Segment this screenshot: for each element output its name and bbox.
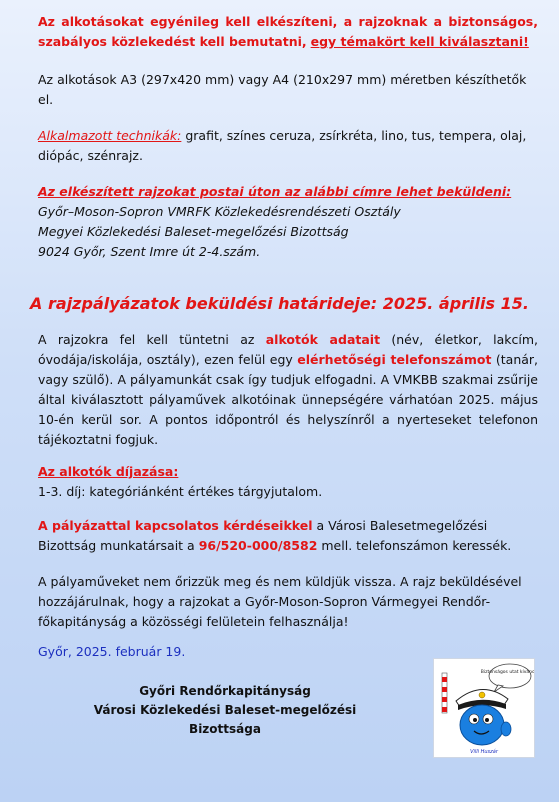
address-line-1: Győr–Moson-Sopron VMRFK Közlekedésrendészeti Osztály (38, 204, 401, 219)
entry-text-1: A rajzokra fel kell tüntetni az (38, 332, 266, 347)
creator-data-highlight: alkotók adatait (265, 332, 381, 347)
rules-paragraph (38, 12, 538, 52)
techniques-label: Alkalmazott technikák: (38, 128, 182, 143)
rules-text: Az alkotásokat egyénileg kell elkészíteni, a rajzoknak a biztonságos, szabályos közlekedést kell bemutatni, (38, 14, 538, 49)
deadline-heading: A rajzpályázatok beküldési határideje: 2025. április 15. (30, 294, 529, 313)
mascot-image (433, 658, 535, 758)
address-heading: Az elkészített rajzokat postai úton az alábbi címre lehet beküldeni: (38, 184, 512, 199)
size-paragraph: Az alkotások A3 (297x420 mm) vagy A4 (210x297 mm) méretben készíthetők el. (38, 72, 527, 107)
rules-topic-text: egy témakört kell kiválasztani! (310, 34, 529, 49)
prizes-text: 1-3. díj: kategóriánként értékes tárgyjutalom. (38, 484, 323, 499)
techniques-text: grafit, színes ceruza, zsírkréta, lino, tus, tempera, olaj, diópác, szénrajz. (38, 128, 527, 163)
rights-paragraph: A pályaműveket nem őrizzük meg és nem küldjük vissza. A rajz beküldésével hozzájárulnak, hogy a rajzokat a Győr-Moson-Sopron Vármegyei Rendőr-főkapitányság a közösségi felületein felhasználja! (38, 574, 522, 629)
contact-paragraph (38, 516, 538, 556)
mascot-drawing (434, 659, 534, 757)
techniques-paragraph (38, 126, 538, 166)
date-line: Győr, 2025. február 19. (38, 644, 186, 659)
address-line-2: Megyei Közlekedési Baleset-megelőzési Bizottság (38, 224, 349, 239)
entry-text-2: (név, életkor, lakcím, óvodája/iskolája, osztály), ezen felül egy (38, 332, 538, 367)
address-block (38, 182, 538, 262)
signature-line-2: Városi Közlekedési Baleset-megelőzési Bizottsága (93, 703, 357, 736)
phone-highlight: elérhetőségi telefonszámot (297, 352, 492, 367)
signature-block (60, 682, 390, 739)
prizes-heading: Az alkotók díjazása: (38, 464, 179, 479)
prizes-block (38, 462, 538, 502)
contact-text-1: a Városi Balesetmegelőzési Bizottság munkatársait a (38, 518, 488, 553)
mascot-caption: Villi Huszár (470, 749, 498, 755)
entry-text-3: (tanár, vagy szülő). A pályamunkát csak így tudjuk elfogadni. A VMKBB szakmai zsűrije által kiválasztott pályaművek alkotóinak ünnepségére várhatóan 2025. május 10-én kerül sor. A pontos időpontról és helyszínről a nyerteseket telefonon tájékoztatni fogjuk. (38, 352, 539, 447)
mascot-bubble-text: Biztonságos utat kívánok! (480, 670, 534, 675)
address-line-3: 9024 Győr, Szent Imre út 2-4.szám. (38, 244, 261, 259)
contact-text-2: mell. telefonszámon keressék. (317, 538, 512, 553)
signature-line-1: Győri Rendőrkapitányság (139, 684, 311, 698)
entry-details-paragraph (38, 330, 538, 450)
contact-phone: 96/520-000/8582 (198, 538, 318, 553)
contact-highlight: A pályázattal kapcsolatos kérdéseikkel (38, 518, 313, 533)
